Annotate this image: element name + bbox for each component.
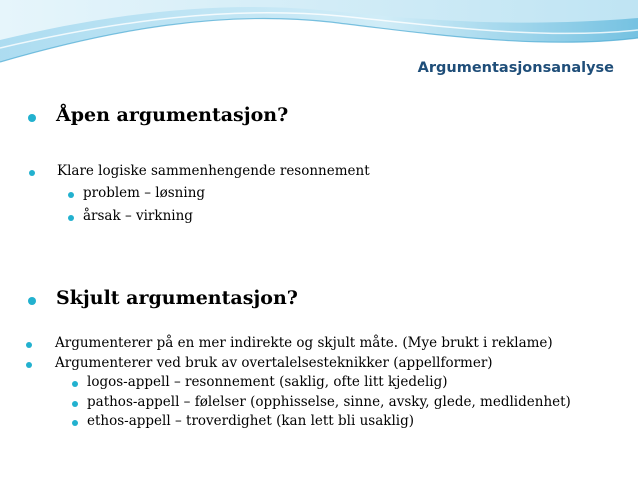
bullet-icon	[72, 381, 78, 387]
bullet-icon	[72, 401, 78, 407]
section1-subpoint: problem – løsning	[83, 185, 206, 201]
bullet-icon	[26, 342, 32, 348]
section2-subpoint: ethos-appell – troverdighet (kan lett bli usaklig)	[87, 413, 414, 429]
bullet-icon	[29, 170, 35, 176]
bullet-icon	[68, 215, 74, 221]
section1-point: Klare logiske sammenhengende resonnement	[57, 163, 370, 179]
section2-subpoint: pathos-appell – følelser (opphisselse, sinne, avsky, glede, medlidenhet)	[87, 394, 571, 410]
header-wave-decoration	[0, 0, 638, 90]
section1-heading: Åpen argumentasjon?	[56, 104, 289, 126]
section2-point: Argumenterer ved bruk av overtalelsesteknikker (appellformer)	[55, 355, 493, 371]
bullet-icon	[28, 297, 36, 305]
section2-subpoint: logos-appell – resonnement (saklig, ofte litt kjedelig)	[87, 374, 448, 390]
section2-heading: Skjult argumentasjon?	[56, 287, 298, 309]
section2-point: Argumenterer på en mer indirekte og skjult måte. (Mye brukt i reklame)	[55, 335, 553, 351]
bullet-icon	[68, 192, 74, 198]
bullet-icon	[28, 114, 36, 122]
section1-subpoint: årsak – virkning	[83, 208, 193, 224]
slide-title: Argumentasjonsanalyse	[417, 60, 614, 76]
bullet-icon	[72, 420, 78, 426]
bullet-icon	[26, 362, 32, 368]
